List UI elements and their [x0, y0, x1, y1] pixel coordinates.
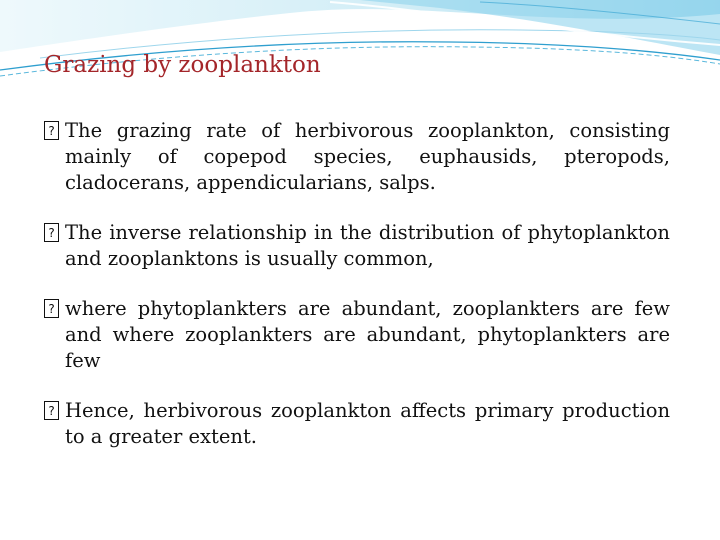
bullet-marker-icon: ? — [44, 121, 59, 140]
bullet-text: The grazing rate of herbivorous zooplankton, consisting mainly of copepod species, euphausids, pteropods, cladocerans, appendicularians, salps. — [65, 119, 670, 194]
bullet-item — [44, 118, 670, 196]
bullet-item — [44, 296, 670, 374]
bullet-marker-icon: ? — [44, 223, 59, 242]
bullet-item — [44, 398, 670, 450]
bullet-text: Hence, herbivorous zooplankton affects primary production to a greater extent. — [65, 399, 670, 448]
bullet-text: The inverse relationship in the distribution of phytoplankton and zooplanktons is usually common, — [65, 221, 670, 270]
bullet-text: where phytoplankters are abundant, zooplankters are few and where zooplankters are abundant, phytoplankters are few — [65, 297, 670, 372]
wave-decoration — [0, 0, 720, 100]
bullet-list — [44, 118, 670, 474]
slide-title: Grazing by zooplankton — [44, 52, 321, 78]
bullet-marker-icon: ? — [44, 299, 59, 318]
bullet-item — [44, 220, 670, 272]
bullet-marker-icon: ? — [44, 401, 59, 420]
